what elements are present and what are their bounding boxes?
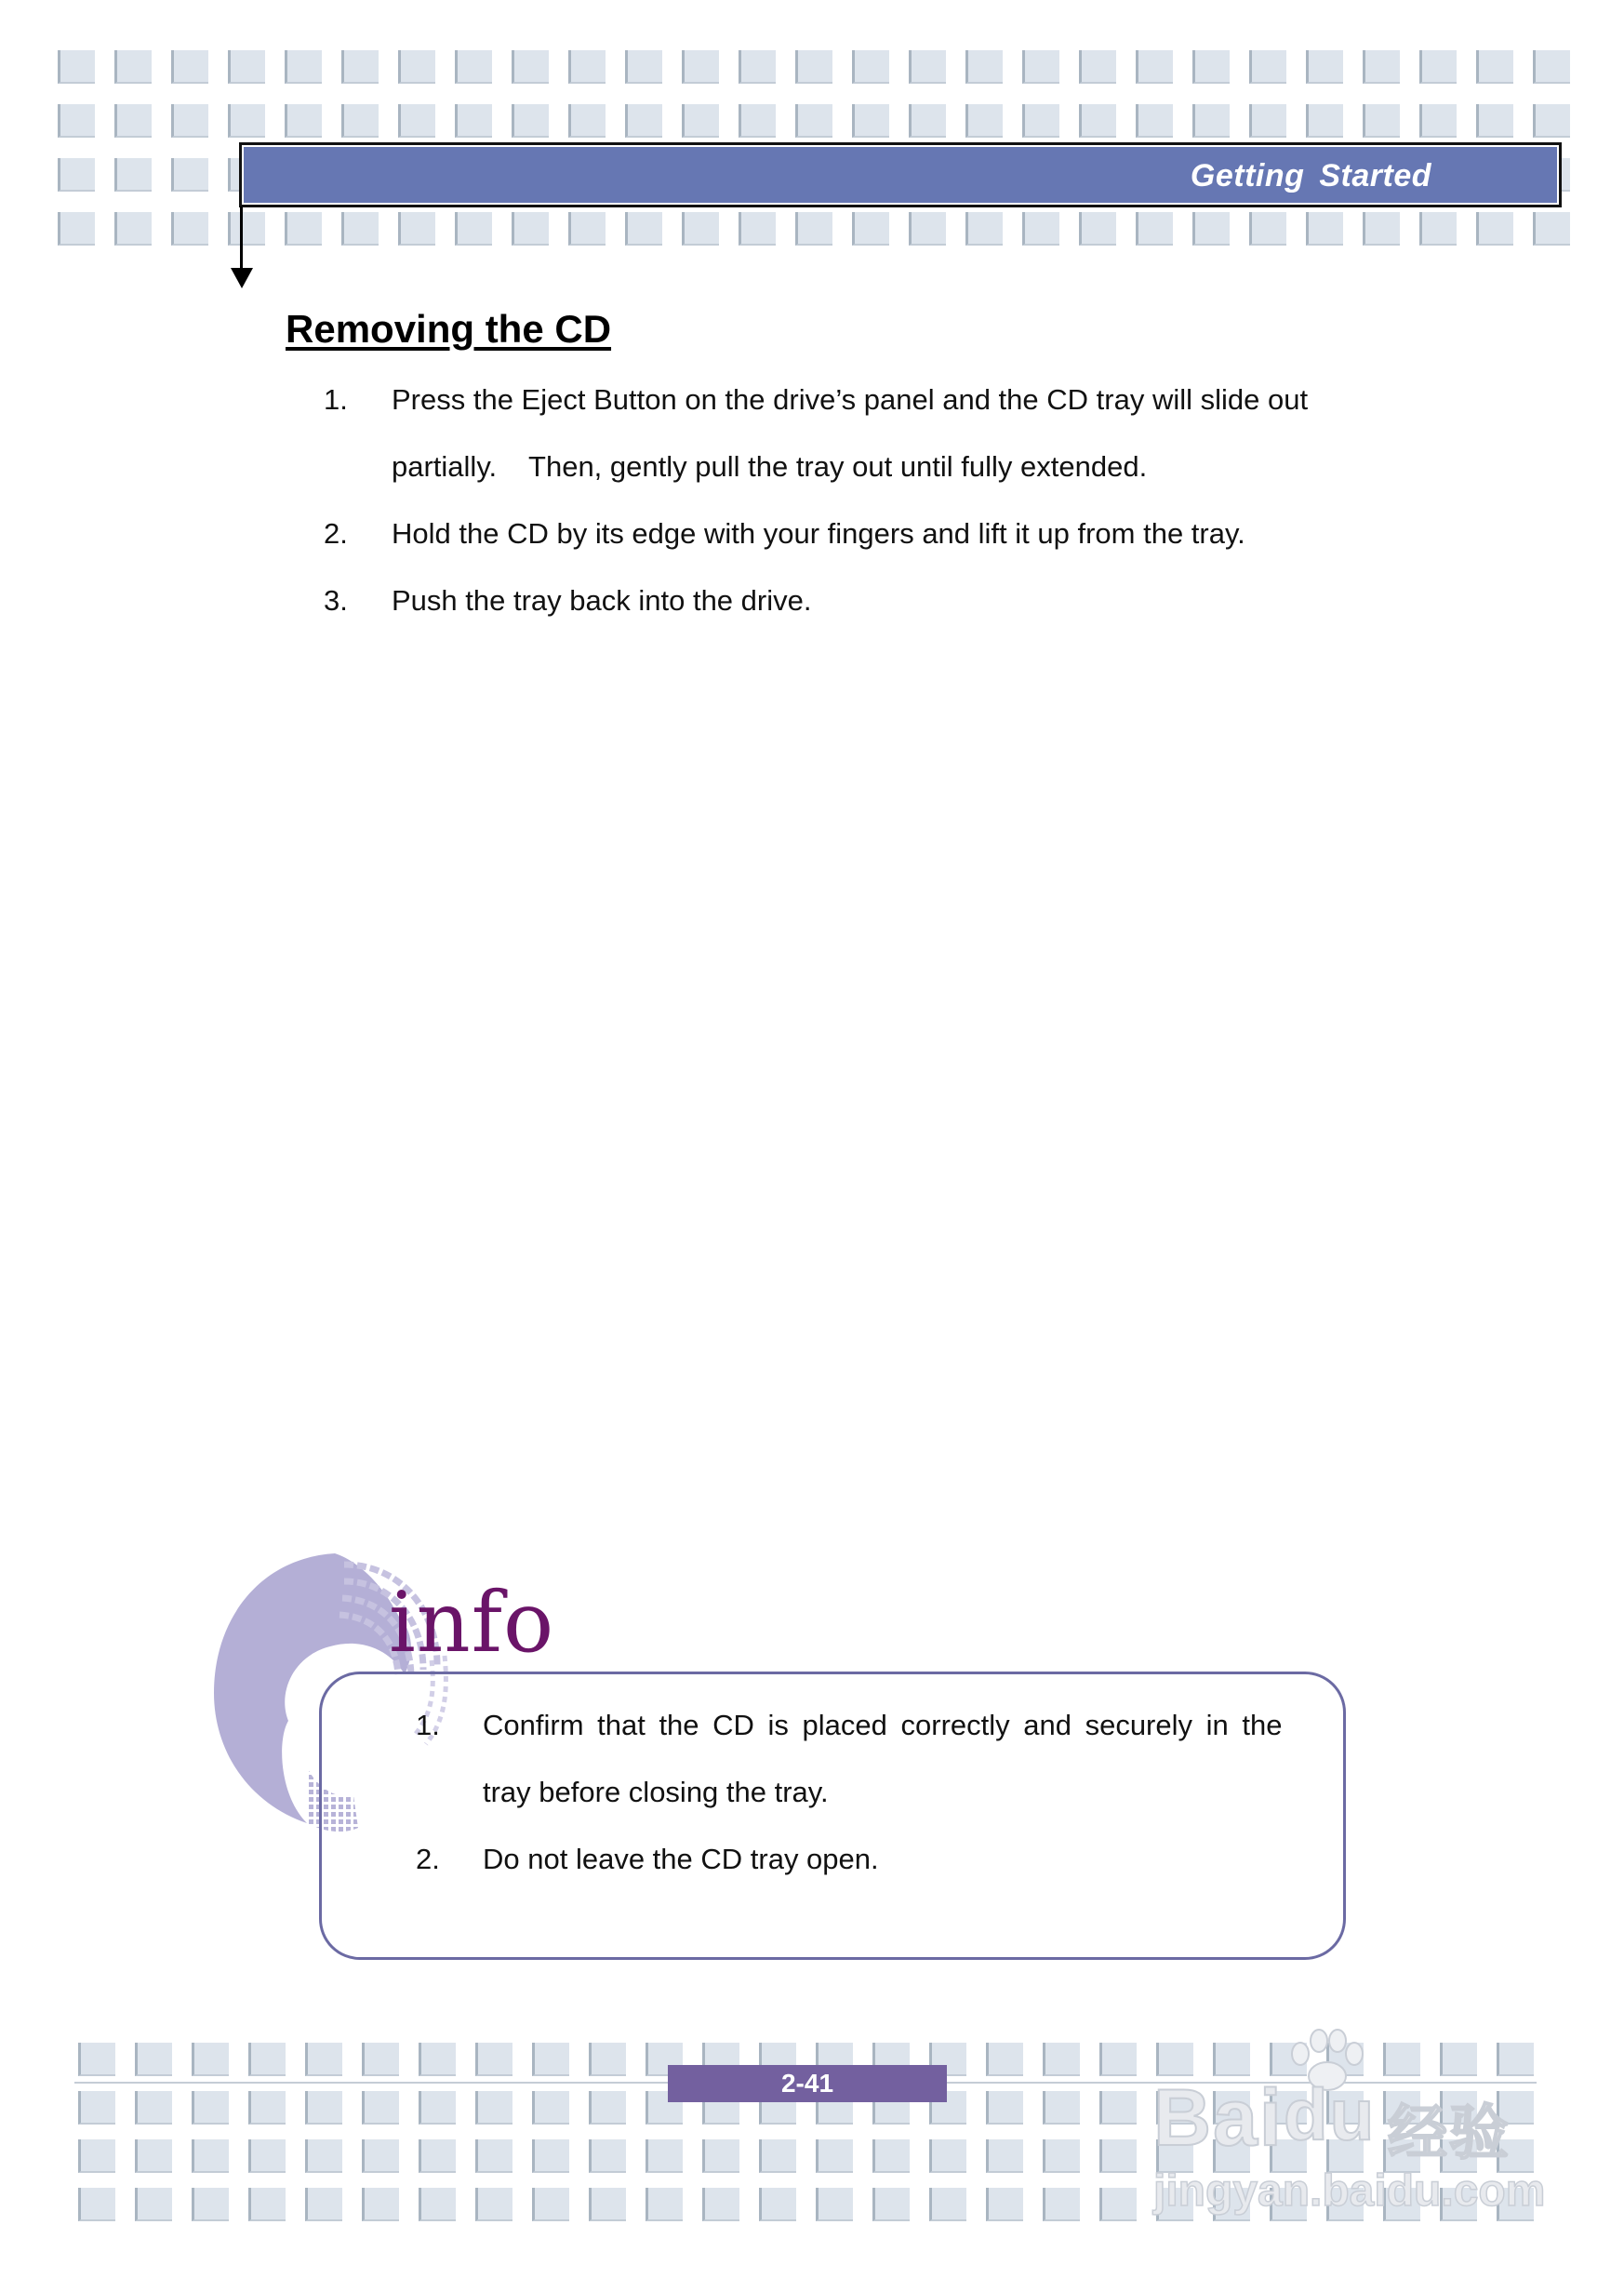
grid-cell: [58, 158, 95, 192]
grid-cell: [1249, 212, 1286, 246]
grid-cell: [739, 104, 776, 138]
grid-cell: [589, 2091, 626, 2125]
grid-cell: [872, 2188, 910, 2221]
grid-cell: [285, 104, 322, 138]
grid-cell: [228, 212, 265, 246]
grid-cell: [702, 2188, 739, 2221]
grid-cell: [362, 2091, 399, 2125]
grid-cell: [1043, 2188, 1080, 2221]
grid-cell: [192, 2091, 229, 2125]
grid-row: [58, 104, 1590, 138]
grid-row: [58, 50, 1590, 84]
grid-cell: [739, 212, 776, 246]
grid-cell: [1533, 104, 1570, 138]
step-number: 3.: [324, 584, 348, 617]
grid-cell: [419, 2139, 456, 2173]
step-text: Hold the CD by its edge with your fingers and lift it up from the tray.: [392, 517, 1245, 550]
grid-cell: [1192, 104, 1230, 138]
info-item-text: Confirm that the CD is placed correctly and securely in the: [483, 1709, 1283, 1741]
grid-cell: [532, 2091, 569, 2125]
grid-cell: [852, 212, 889, 246]
grid-cell: [305, 2139, 342, 2173]
grid-cell: [795, 104, 832, 138]
grid-cell: [1099, 2043, 1137, 2076]
grid-cell: [682, 50, 719, 84]
grid-cell: [248, 2091, 286, 2125]
grid-cell: [1363, 212, 1400, 246]
grid-cell: [228, 50, 265, 84]
grid-cell: [362, 2139, 399, 2173]
grid-cell: [816, 2139, 853, 2173]
grid-cell: [248, 2139, 286, 2173]
grid-cell: [455, 104, 492, 138]
grid-cell: [589, 2139, 626, 2173]
grid-cell: [455, 50, 492, 84]
grid-cell: [625, 212, 662, 246]
grid-cell: [248, 2043, 286, 2076]
grid-cell: [1022, 104, 1059, 138]
grid-cell: [1192, 212, 1230, 246]
grid-cell: [816, 2188, 853, 2221]
grid-cell: [1249, 50, 1286, 84]
grid-cell: [114, 104, 152, 138]
grid-cell: [739, 50, 776, 84]
grid-cell: [1192, 50, 1230, 84]
grid-cell: [1363, 50, 1400, 84]
grid-cell: [568, 104, 606, 138]
grid-cell: [929, 2188, 966, 2221]
grid-cell: [398, 50, 435, 84]
grid-cell: [419, 2043, 456, 2076]
step-number: 1.: [324, 383, 348, 416]
info-item-text-continued: tray before closing the tray.: [483, 1776, 829, 1808]
grid-cell: [58, 104, 95, 138]
grid-cell: [1476, 104, 1513, 138]
grid-cell: [285, 50, 322, 84]
grid-cell: [512, 50, 549, 84]
grid-cell: [305, 2043, 342, 2076]
watermark-brand: Bai: [1153, 2073, 1284, 2163]
grid-cell: [589, 2188, 626, 2221]
grid-cell: [872, 2139, 910, 2173]
grid-cell: [1363, 104, 1400, 138]
grid-cell: [305, 2091, 342, 2125]
grid-cell: [646, 2139, 683, 2173]
grid-cell: [986, 2043, 1023, 2076]
grid-cell: [114, 212, 152, 246]
grid-cell: [192, 2139, 229, 2173]
watermark: [1144, 2028, 1553, 2223]
grid-cell: [1476, 212, 1513, 246]
grid-cell: [852, 104, 889, 138]
grid-cell: [171, 212, 208, 246]
grid-cell: [909, 50, 946, 84]
grid-cell: [135, 2043, 172, 2076]
grid-cell: [475, 2043, 512, 2076]
grid-cell: [58, 50, 95, 84]
grid-cell: [192, 2043, 229, 2076]
grid-cell: [135, 2139, 172, 2173]
grid-cell: [1022, 212, 1059, 246]
grid-cell: [475, 2188, 512, 2221]
grid-cell: [171, 158, 208, 192]
grid-cell: [965, 50, 1003, 84]
grid-cell: [909, 104, 946, 138]
grid-cell: [986, 2091, 1023, 2125]
grid-cell: [965, 104, 1003, 138]
grid-cell: [532, 2188, 569, 2221]
grid-cell: [1306, 50, 1343, 84]
grid-cell: [341, 212, 379, 246]
grid-cell: [759, 2188, 796, 2221]
grid-cell: [1099, 2091, 1137, 2125]
grid-cell: [1022, 50, 1059, 84]
grid-cell: [986, 2188, 1023, 2221]
info-label: info: [389, 1574, 555, 1672]
grid-cell: [341, 50, 379, 84]
watermark-url: jingyan.baidu.com: [1153, 2166, 1546, 2216]
grid-cell: [965, 212, 1003, 246]
grid-cell: [114, 158, 152, 192]
grid-cell: [305, 2188, 342, 2221]
grid-cell: [171, 50, 208, 84]
grid-cell: [909, 212, 946, 246]
grid-cell: [114, 50, 152, 84]
step-text: Press the Eject Button on the drive’s panel and the CD tray will slide out: [392, 383, 1309, 416]
grid-cell: [1136, 50, 1173, 84]
arrow-line: [240, 206, 243, 272]
grid-cell: [398, 104, 435, 138]
grid-cell: [455, 212, 492, 246]
grid-cell: [568, 50, 606, 84]
grid-cell: [589, 2043, 626, 2076]
grid-cell: [1419, 212, 1457, 246]
step-text: Push the tray back into the drive.: [392, 584, 812, 617]
grid-cell: [135, 2188, 172, 2221]
grid-cell: [702, 2139, 739, 2173]
grid-cell: [986, 2139, 1023, 2173]
grid-cell: [646, 2188, 683, 2221]
grid-cell: [419, 2188, 456, 2221]
grid-cell: [625, 50, 662, 84]
grid-cell: [78, 2043, 115, 2076]
grid-cell: [1419, 104, 1457, 138]
grid-cell: [512, 212, 549, 246]
grid-cell: [1043, 2043, 1080, 2076]
grid-cell: [1079, 104, 1116, 138]
step-text-continued: partially. Then, gently pull the tray out until fully extended.: [392, 450, 1148, 483]
grid-cell: [532, 2043, 569, 2076]
grid-cell: [58, 212, 95, 246]
grid-cell: [398, 212, 435, 246]
grid-cell: [1306, 212, 1343, 246]
grid-cell: [78, 2139, 115, 2173]
grid-cell: [1533, 212, 1570, 246]
grid-cell: [532, 2139, 569, 2173]
grid-cell: [1136, 212, 1173, 246]
grid-cell: [1306, 104, 1343, 138]
info-item-number: 1.: [416, 1709, 440, 1741]
grid-cell: [78, 2188, 115, 2221]
chapter-title: Getting Started: [1190, 158, 1431, 193]
grid-cell: [1099, 2139, 1137, 2173]
arrow-down-icon: [231, 268, 253, 288]
grid-cell: [795, 50, 832, 84]
grid-cell: [852, 50, 889, 84]
grid-cell: [759, 2139, 796, 2173]
grid-cell: [1043, 2091, 1080, 2125]
info-item-number: 2.: [416, 1843, 440, 1875]
grid-cell: [475, 2139, 512, 2173]
grid-cell: [1079, 212, 1116, 246]
watermark-du: du: [1284, 2073, 1377, 2155]
grid-cell: [341, 104, 379, 138]
grid-cell: [1249, 104, 1286, 138]
grid-cell: [362, 2043, 399, 2076]
grid-cell: [1476, 50, 1513, 84]
section-title: Removing the CD: [286, 307, 612, 351]
grid-cell: [419, 2091, 456, 2125]
grid-cell: [625, 104, 662, 138]
grid-cell: [171, 104, 208, 138]
grid-cell: [1079, 50, 1116, 84]
grid-cell: [135, 2091, 172, 2125]
page-number: 2-41: [668, 2065, 947, 2102]
grid-cell: [1136, 104, 1173, 138]
grid-cell: [568, 212, 606, 246]
grid-cell: [682, 212, 719, 246]
grid-cell: [192, 2188, 229, 2221]
grid-cell: [1419, 50, 1457, 84]
grid-cell: [1533, 50, 1570, 84]
grid-cell: [248, 2188, 286, 2221]
grid-cell: [78, 2091, 115, 2125]
watermark-brand-cn: 经验: [1388, 2099, 1511, 2166]
grid-cell: [475, 2091, 512, 2125]
grid-cell: [795, 212, 832, 246]
grid-row: [58, 212, 1590, 246]
grid-cell: [285, 212, 322, 246]
grid-cell: [228, 104, 265, 138]
grid-cell: [929, 2139, 966, 2173]
grid-cell: [682, 104, 719, 138]
grid-cell: [1099, 2188, 1137, 2221]
grid-cell: [1043, 2139, 1080, 2173]
grid-cell: [512, 104, 549, 138]
grid-cell: [362, 2188, 399, 2221]
info-item-text: Do not leave the CD tray open.: [483, 1843, 879, 1875]
chapter-header-bar: [239, 142, 1562, 207]
step-number: 2.: [324, 517, 348, 550]
